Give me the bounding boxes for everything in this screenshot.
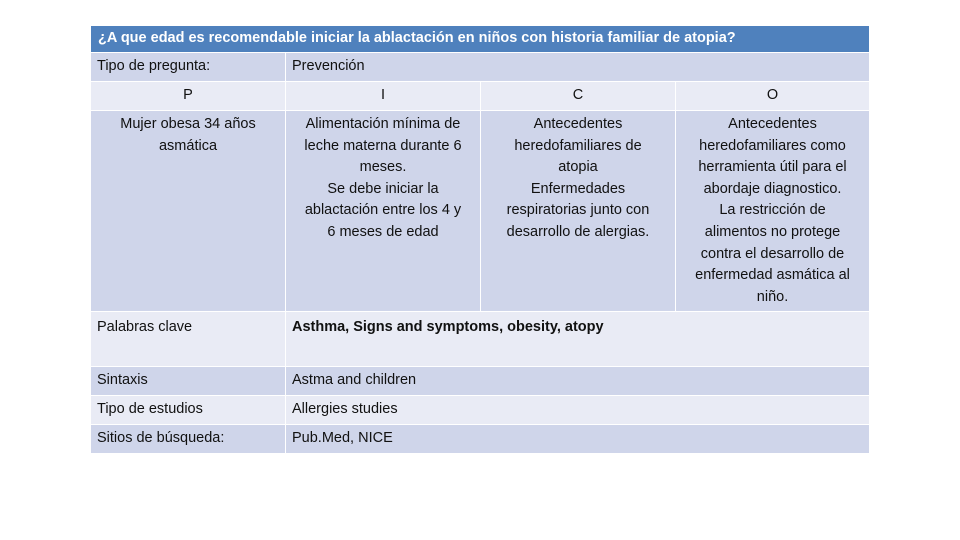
study-type-value: Allergies studies xyxy=(286,396,870,425)
pico-header-c: C xyxy=(481,82,676,111)
question-type-value: Prevención xyxy=(286,53,870,82)
keywords-label: Palabras clave xyxy=(91,312,286,367)
pico-table xyxy=(90,25,870,454)
pico-cell-patient: Mujer obesa 34 años asmática xyxy=(91,111,286,312)
pico-cell-intervention: Alimentación mínima de leche materna durante 6 meses. Se debe iniciar la ablactación entre los 4 y 6 meses de edad xyxy=(286,111,481,312)
pico-header-i: I xyxy=(286,82,481,111)
syntax-value: Astma and children xyxy=(286,367,870,396)
search-sites-value: Pub.Med, NICE xyxy=(286,425,870,454)
pico-cell-outcome: Antecedentes heredofamiliares como herramienta útil para el abordaje diagnostico. La restricción de alimentos no protege contra el desarrollo de enfermedad asmática al niño. xyxy=(676,111,870,312)
study-type-label: Tipo de estudios xyxy=(91,396,286,425)
keywords-value: Asthma, Signs and symptoms, obesity, atopy xyxy=(286,312,870,367)
pico-header-o: O xyxy=(676,82,870,111)
pico-question-sheet xyxy=(90,25,869,454)
pico-header-p: P xyxy=(91,82,286,111)
search-sites-label: Sitios de búsqueda: xyxy=(91,425,286,454)
question-type-label: Tipo de pregunta: xyxy=(91,53,286,82)
pico-cell-comparison: Antecedentes heredofamiliares de atopia Enfermedades respiratorias junto con desarrollo de alergias. xyxy=(481,111,676,312)
syntax-label: Sintaxis xyxy=(91,367,286,396)
clinical-question-title: ¿A que edad es recomendable iniciar la ablactación en niños con historia familiar de atopia? xyxy=(91,26,870,53)
